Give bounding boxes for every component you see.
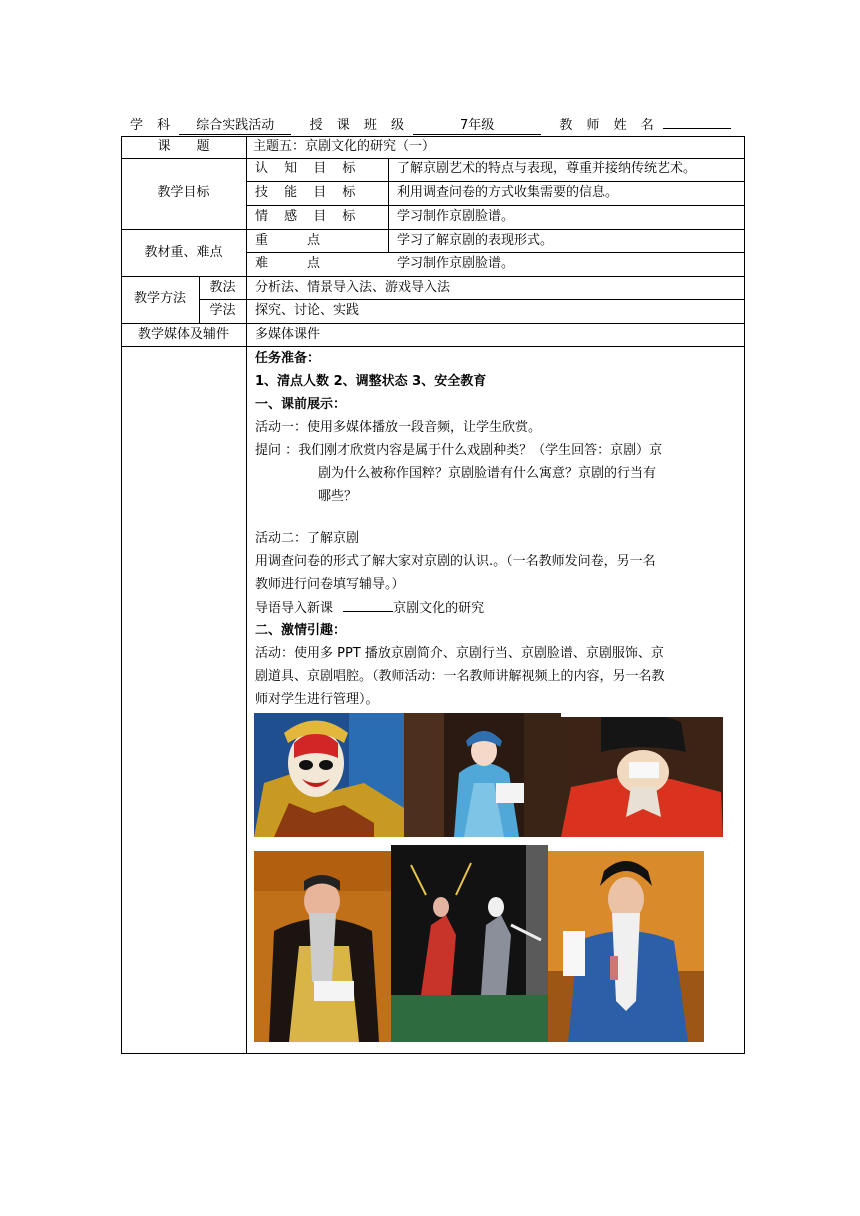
- media-value: 多媒体课件: [255, 327, 321, 342]
- methods-label: 教学方法: [133, 291, 186, 306]
- activity-3-line-1: 活动：使用多 PPT 播放京剧简介、京剧行当、京剧脸谱、京剧服饰、京: [255, 646, 664, 661]
- subject-value: 综合实践活动: [179, 118, 291, 135]
- survey-line-2: 教师进行问卷填写辅导。）: [255, 577, 405, 592]
- goal-emotion-value: 学习制作京剧脸谱。: [397, 209, 515, 224]
- old-man-blue-robe-photo: [548, 851, 704, 1042]
- bearded-general-photo: [254, 851, 391, 1042]
- topic-label: 课 题: [157, 139, 210, 154]
- learning-method-value: 探究、讨论、实践: [255, 303, 360, 318]
- keypoint-difficult-label: 难 点: [255, 256, 321, 271]
- monkey-king-face-photo: [254, 713, 404, 837]
- activity-3-line-2: 剧道具、京剧唱腔。（教师活动：一名教师讲解视频上的内容，另一名教: [255, 669, 665, 684]
- question-line-1: 提问 ：我们刚才欣赏内容是属于什么戏剧种类？（学生回答：京剧）京: [255, 443, 663, 458]
- activity-2-heading: 活动二：了解京剧: [255, 531, 360, 546]
- goal-cognitive-label: 认 知 目 标: [255, 161, 362, 176]
- goals-label: 教学目标: [157, 185, 210, 200]
- subject-label: 学 科: [130, 118, 176, 133]
- section-1-heading: 一、课前展示：: [255, 397, 347, 412]
- blue-robe-performer-photo: [404, 713, 561, 837]
- class-label: 授 课 班 级: [309, 118, 409, 133]
- red-robe-clown-photo: [561, 717, 723, 837]
- teacher-label: 教 师 姓 名: [559, 118, 659, 133]
- keypoints-label: 教材重、难点: [144, 245, 223, 260]
- learning-method-label: 学法: [209, 303, 236, 318]
- media-label: 教学媒体及辅件: [137, 327, 229, 342]
- stage-warriors-photo: [391, 845, 548, 1042]
- task-prep-heading: 任务准备：: [255, 351, 321, 366]
- teacher-value: [663, 128, 731, 129]
- document-header: [130, 117, 750, 135]
- keypoint-important-value: 学习了解京剧的表现形式。: [397, 233, 554, 248]
- survey-line-1: 用调查问卷的形式了解大家对京剧的认识.。（一名教师发问卷，另一名: [255, 554, 656, 569]
- goal-emotion-label: 情 感 目 标: [255, 209, 362, 224]
- activity-3-line-3: 师对学生进行管理）。: [255, 692, 379, 707]
- keypoint-difficult-value: 学习制作京剧脸谱。: [397, 256, 515, 271]
- question-line-2: 剧为什么被称作国粹？京剧脸谱有什么寓意？京剧的行当有: [318, 466, 657, 481]
- class-value: 7年级: [413, 118, 541, 135]
- intro-prefix: 导语导入新课: [255, 601, 334, 616]
- goal-skill-label: 技 能 目 标: [255, 185, 362, 200]
- goal-skill-value: 利用调查问卷的方式收集需要的信息。: [397, 185, 619, 200]
- intro-line: [255, 597, 484, 620]
- blank-underline: [343, 597, 393, 612]
- section-2-heading: 二、激情引趣：: [255, 623, 347, 638]
- topic-value: 主题五：京剧文化的研究（一）: [253, 139, 436, 154]
- activity-1-text: 活动一：使用多媒体播放一段音频，让学生欣赏。: [255, 420, 542, 435]
- keypoint-important-label: 重 点: [255, 233, 321, 248]
- question-line-3: 哪些？: [318, 489, 358, 504]
- task-items: 1、清点人数 2、调整状态 3、安全教育: [255, 374, 487, 389]
- teaching-method-label: 教法: [209, 280, 236, 295]
- goal-cognitive-value: 了解京剧艺术的特点与表现，尊重并接纳传统艺术。: [397, 161, 697, 176]
- teaching-method-value: 分析法、情景导入法、游戏导入法: [255, 280, 451, 295]
- intro-suffix: 京剧文化的研究: [393, 601, 485, 616]
